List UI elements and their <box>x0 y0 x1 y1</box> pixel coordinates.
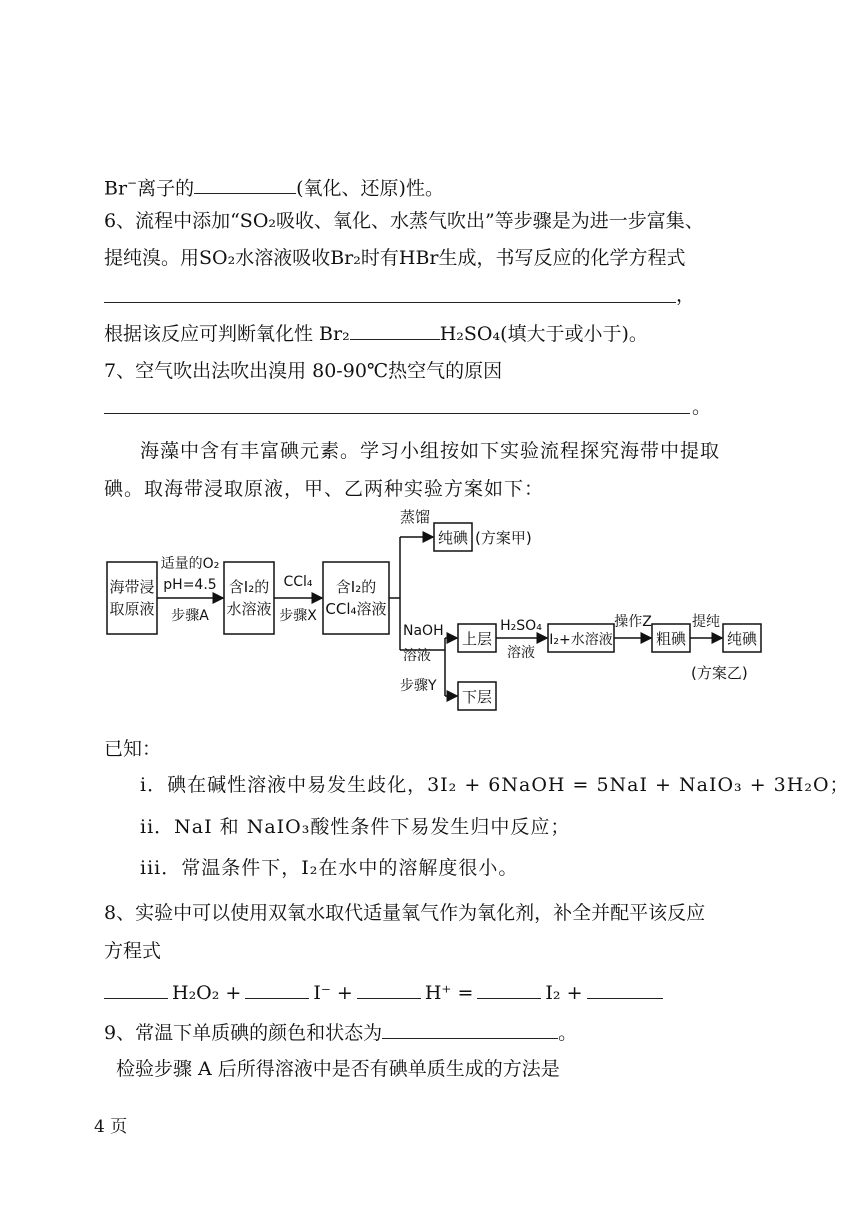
q8-term-h2o2: H₂O₂ + <box>172 982 242 1004</box>
q9-line1 <box>104 1020 577 1046</box>
intro-line2: 碘。取海带浸取原液，甲、乙两种实验方案如下： <box>104 478 545 500</box>
q8-term-iodide: I⁻ + <box>313 982 353 1004</box>
box-start-text2: 取原液 <box>109 600 155 618</box>
q8-coef-iodide[interactable] <box>245 980 309 999</box>
plan-a-label: (方案甲) <box>475 529 532 547</box>
q7-end: 。 <box>692 396 712 418</box>
br-charge: − <box>127 176 138 190</box>
q7-line1: 7、空气吹出法吹出溴用 80-90℃热空气的原因 <box>104 360 503 382</box>
cond1-o2: 适量的O₂ <box>160 556 220 572</box>
q9-line2: 检验步骤 A 后所得溶液中是否有碘单质生成的方法是 <box>116 1058 560 1080</box>
intro-line1: 海藻中含有丰富碘元素。学习小组按如下实验流程探究海带中提取 <box>140 440 721 462</box>
q9-answer-blank[interactable] <box>382 1020 558 1039</box>
h2so4-label: H₂SO₄ <box>500 618 542 634</box>
mix-text: I₂+水溶液 <box>549 632 613 648</box>
q8-line2: 方程式 <box>104 940 162 962</box>
pure2-text: 纯碘 <box>726 630 758 648</box>
op-z-label: 操作Z <box>614 614 652 630</box>
naoh-label: NaOH <box>403 623 444 639</box>
naoh-solution-label: 溶液 <box>403 648 431 664</box>
q6-line4-post: H₂SO₄(填大于或小于)。 <box>439 323 648 345</box>
q5-tail-line <box>104 170 444 201</box>
cond1-step: 步骤A <box>171 608 209 624</box>
lower-text: 下层 <box>461 688 493 706</box>
box2-text1: 含I₂的 <box>228 578 270 596</box>
crude-text: 粗碘 <box>655 630 687 648</box>
known-iii: iii．常温条件下，I₂在水中的溶解度很小。 <box>140 857 519 879</box>
q9-line1-end: 。 <box>558 1022 578 1044</box>
plan-b-label: (方案乙) <box>691 664 748 682</box>
q5-answer-blank[interactable] <box>194 175 296 194</box>
q7-answer-blank[interactable] <box>104 413 690 414</box>
q5-mid-text: 离子的 <box>137 177 195 200</box>
q8-coef-h[interactable] <box>357 980 421 999</box>
known-ii: ii．NaI 和 NaIO₃酸性条件下易发生归中反应； <box>140 816 571 838</box>
pure1-text: 纯碘 <box>437 529 469 547</box>
q6-line4 <box>104 321 648 347</box>
q6-comma: ， <box>676 284 696 306</box>
cond1-ph: pH=4.5 <box>163 577 217 593</box>
box2-text2: 水溶液 <box>226 600 272 618</box>
q9-line1-pre: 9、常温下单质碘的颜色和状态为 <box>104 1022 383 1044</box>
q6-line1: 6、流程中添加“SO₂吸收、氧化、水蒸气吹出”等步骤是为进一步富集、 <box>104 210 704 232</box>
q8-product-blank[interactable] <box>587 980 663 999</box>
cond2-ccl4: CCl₄ <box>283 574 313 590</box>
q5-suffix-text: (氧化、还原)性。 <box>296 177 444 200</box>
known-title: 已知： <box>104 738 162 760</box>
h2so4-solution-label: 溶液 <box>507 645 535 661</box>
page-number: 4 页 <box>94 1117 128 1137</box>
purify-label: 提纯 <box>692 614 720 630</box>
box3-text1: 含I₂的 <box>335 578 377 596</box>
q6-equation-blank[interactable] <box>104 302 676 303</box>
q6-line2: 提纯溴。用SO₂水溶液吸收Br₂时有HBr生成，书写反应的化学方程式 <box>104 247 686 269</box>
cond2-step: 步骤X <box>279 608 317 624</box>
known-i: i．碘在碱性溶液中易发生歧化，3I₂ + 6NaOH = 5NaI + NaIO₃ + 3H₂O； <box>140 774 850 796</box>
q8-coef-i2[interactable] <box>477 980 541 999</box>
step-y-label: 步骤Y <box>400 678 437 694</box>
distill-label: 蒸馏 <box>400 508 431 526</box>
upper-text: 上层 <box>461 630 493 648</box>
box-start <box>107 562 157 634</box>
box3-text2: CCl₄溶液 <box>325 600 387 618</box>
flow-chart <box>95 500 775 725</box>
q6-compare-blank[interactable] <box>350 321 440 340</box>
box-aqueous <box>224 562 274 634</box>
q8-line1: 8、实验中可以使用双氧水取代适量氧气作为氧化剂，补全并配平该反应 <box>104 902 706 924</box>
q8-coef-h2o2[interactable] <box>104 980 168 999</box>
q8-term-i2: I₂ + <box>545 982 583 1004</box>
box-ccl4 <box>323 562 389 634</box>
q6-line4-pre: 根据该反应可判断氧化性 Br₂ <box>104 323 350 345</box>
box-start-text1: 海带浸 <box>109 578 155 596</box>
q8-term-h: H⁺ = <box>424 982 474 1004</box>
br-symbol: Br <box>104 177 128 200</box>
q8-equation <box>104 980 663 1006</box>
